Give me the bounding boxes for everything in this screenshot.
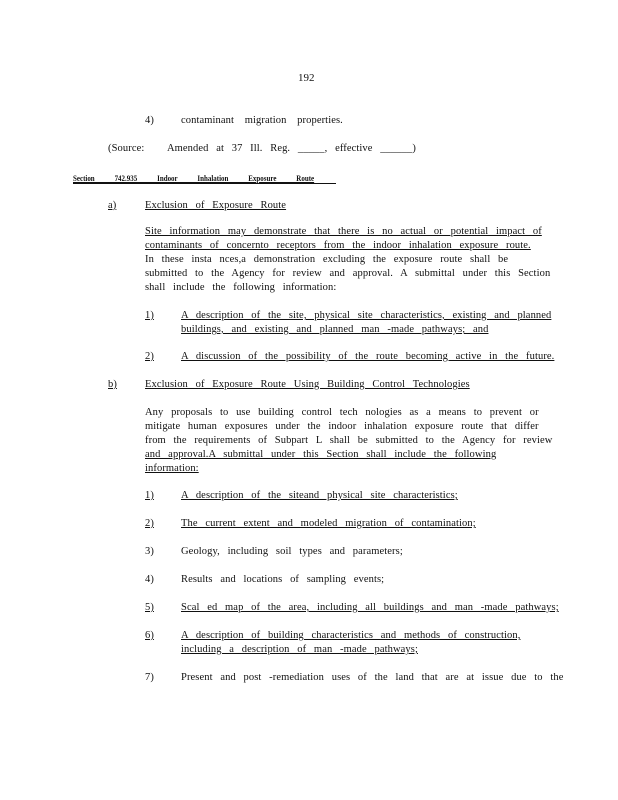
item-text: Present and post -remediation uses of the land that are at issue due to the (181, 672, 564, 683)
paragraph-line: and approval.A submittal under this Section shall include the following (145, 449, 497, 460)
item-number: 7) (145, 672, 154, 683)
section-heading: Section 742.935 Indoor Inhalation Exposure Route (73, 173, 315, 183)
paragraph-line: submitted to the Agency for review and approval. A submittal under this Section (145, 268, 551, 279)
item-text: buildings, and existing and planned man -made pathways; and (181, 324, 489, 335)
paragraph-line: In these insta nces,a demonstration excluding the exposure route shall be (145, 254, 509, 265)
item-text: Results and locations of sampling events; (181, 574, 385, 585)
paragraph-line: shall include the following information: (145, 282, 337, 293)
subsection-a-title: Exclusion of Exposure Route (145, 200, 287, 211)
item-text: Geology, including soil types and parameters; (181, 546, 403, 557)
paragraph-line: Any proposals to use building control tech nologies as a means to prevent or (145, 407, 539, 418)
item-text: A description of the siteand physical site characteristics; (181, 490, 458, 501)
item-number: 2) (145, 518, 154, 529)
item-number: 6) (145, 630, 154, 641)
source-note: (Source: Amended at 37 Ill. Reg. _____, effective ______) (108, 143, 416, 154)
paragraph-line: mitigate human exposures under the indoor inhalation exposure route that differ (145, 421, 539, 432)
item-text: A description of building characteristics and methods of construction, (181, 630, 521, 641)
item-text: Scal ed map of the area, including all buildings and man -made pathways; (181, 602, 559, 613)
page-number: 192 (298, 72, 315, 84)
subsection-b-label: b) (108, 379, 117, 390)
item-number: 4) (145, 574, 154, 585)
paragraph-line: from the requirements of Subpart L shall be submitted to the Agency for review (145, 435, 553, 446)
item-text: contaminant migration properties. (181, 115, 343, 126)
item-text: A description of the site, physical site characteristics, existing and planned (181, 310, 552, 321)
item-text: A discussion of the possibility of the route becoming active in the future. (181, 351, 555, 362)
item-number: 3) (145, 546, 154, 557)
item-number: 1) (145, 310, 154, 321)
paragraph-line: contaminants of concernto receptors from the indoor inhalation exposure route. (145, 240, 531, 251)
item-text: The current extent and modeled migration of contamination; (181, 518, 476, 529)
subsection-b-title: Exclusion of Exposure Route Using Building Control Technologies (145, 379, 470, 390)
subsection-a-label: a) (108, 200, 117, 211)
item-text: including a description of man -made pathways; (181, 644, 418, 655)
item-number: 4) (145, 115, 154, 126)
paragraph-line: information: (145, 463, 199, 474)
item-number: 1) (145, 490, 154, 501)
item-number: 2) (145, 351, 154, 362)
item-number: 5) (145, 602, 154, 613)
section-heading-underline (73, 183, 336, 184)
paragraph-line: Site information may demonstrate that there is no actual or potential impact of (145, 226, 542, 237)
